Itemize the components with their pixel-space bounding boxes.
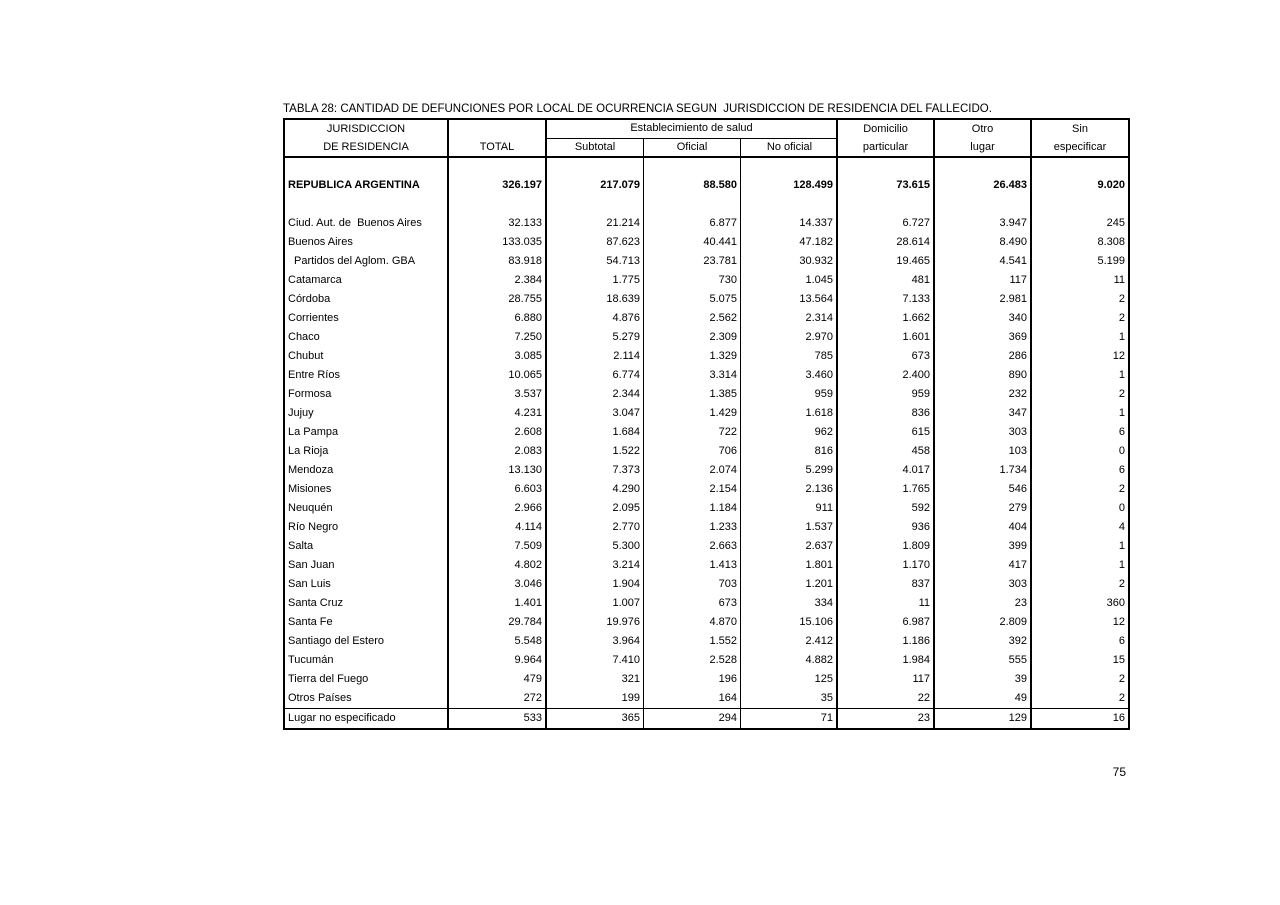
row-value: 3.085 bbox=[449, 347, 547, 366]
row-label: Santa Fe bbox=[285, 613, 449, 632]
row-label: La Rioja bbox=[285, 442, 449, 461]
table-row bbox=[285, 290, 1128, 309]
row-value: 730 bbox=[644, 271, 741, 290]
table-row bbox=[285, 309, 1128, 328]
row-value: 10.065 bbox=[449, 366, 547, 385]
row-value: 2.083 bbox=[449, 442, 547, 461]
header-oficial: Oficial bbox=[644, 139, 741, 156]
row-value: 479 bbox=[449, 670, 547, 689]
row-value: 962 bbox=[741, 423, 838, 442]
row-value: 2.608 bbox=[449, 423, 547, 442]
row-label: Corrientes bbox=[285, 309, 449, 328]
row-label: Santiago del Estero bbox=[285, 632, 449, 651]
row-value: 1.775 bbox=[547, 271, 644, 290]
row-value: 533 bbox=[449, 709, 547, 728]
row-value: 303 bbox=[935, 575, 1032, 594]
row-value: 12 bbox=[1112, 350, 1125, 362]
header-jurisdiccion-line1: JURISDICCION bbox=[326, 123, 406, 135]
table-row bbox=[285, 214, 1128, 233]
header-jurisdiccion bbox=[285, 120, 449, 156]
row-value: 1.007 bbox=[547, 594, 644, 613]
row-value: 3.046 bbox=[449, 575, 547, 594]
row-value: 39 bbox=[935, 670, 1032, 689]
row-value: 1.734 bbox=[935, 461, 1032, 480]
row-value: 2.637 bbox=[741, 537, 838, 556]
row-value: 1 bbox=[1118, 369, 1125, 381]
row-value: 71 bbox=[741, 709, 838, 728]
row-value: 1.385 bbox=[644, 385, 741, 404]
table-row bbox=[285, 632, 1128, 651]
row-value: 365 bbox=[547, 709, 644, 728]
row-value: 1.552 bbox=[644, 632, 741, 651]
row-value: 117 bbox=[935, 271, 1032, 290]
header-subtotal: Subtotal bbox=[547, 139, 644, 156]
table-row bbox=[285, 252, 1128, 271]
row-label: Santa Cruz bbox=[285, 594, 449, 613]
row-value: 7.133 bbox=[838, 290, 935, 309]
row-value: 837 bbox=[838, 575, 935, 594]
row-value: 7.509 bbox=[449, 537, 547, 556]
header-establecimiento-group bbox=[547, 120, 838, 156]
table-row bbox=[285, 461, 1128, 480]
table-row bbox=[285, 328, 1128, 347]
row-value: 2.966 bbox=[449, 499, 547, 518]
table-row bbox=[285, 442, 1128, 461]
row-value: 117 bbox=[838, 670, 935, 689]
row-value: 360 bbox=[1106, 597, 1125, 609]
row-value: 23 bbox=[838, 709, 935, 728]
row-value: 592 bbox=[838, 499, 935, 518]
row-value: 21.214 bbox=[547, 214, 644, 233]
row-value: 2.400 bbox=[838, 366, 935, 385]
row-value: 28.755 bbox=[449, 290, 547, 309]
row-value: 836 bbox=[838, 404, 935, 423]
row-value: 458 bbox=[838, 442, 935, 461]
row-value: 11 bbox=[1113, 274, 1125, 286]
row-value: 129 bbox=[935, 709, 1032, 728]
table-row bbox=[285, 689, 1128, 708]
row-value: 1.413 bbox=[644, 556, 741, 575]
row-value: 1.537 bbox=[741, 518, 838, 537]
row-label: Salta bbox=[285, 537, 449, 556]
row-label: La Pampa bbox=[285, 423, 449, 442]
row-value: 23.781 bbox=[644, 252, 741, 271]
total-row-value: 73.615 bbox=[838, 176, 935, 195]
row-value: 279 bbox=[935, 499, 1032, 518]
table-row bbox=[285, 480, 1128, 499]
row-value: 1.184 bbox=[644, 499, 741, 518]
row-value: 1.801 bbox=[741, 556, 838, 575]
row-value: 11 bbox=[838, 594, 935, 613]
row-value: 30.932 bbox=[741, 252, 838, 271]
row-value: 14.337 bbox=[741, 214, 838, 233]
row-label: Jujuy bbox=[285, 404, 449, 423]
row-label: Ciud. Aut. de Buenos Aires bbox=[285, 214, 449, 233]
row-value: 3.460 bbox=[741, 366, 838, 385]
row-value: 4.017 bbox=[838, 461, 935, 480]
row-value: 1.201 bbox=[741, 575, 838, 594]
row-value: 3.537 bbox=[449, 385, 547, 404]
table-row bbox=[285, 518, 1128, 537]
table-spacer-row bbox=[285, 195, 1128, 214]
row-value: 2 bbox=[1118, 293, 1125, 305]
row-value: 199 bbox=[547, 689, 644, 708]
row-label: San Juan bbox=[285, 556, 449, 575]
row-value: 1.601 bbox=[838, 328, 935, 347]
row-label: Mendoza bbox=[285, 461, 449, 480]
row-value: 321 bbox=[547, 670, 644, 689]
row-label: Lugar no especificado bbox=[285, 709, 449, 728]
row-value: 2.663 bbox=[644, 537, 741, 556]
header-sin-especificar: Sin especificar bbox=[1053, 123, 1107, 153]
row-value: 1.401 bbox=[449, 594, 547, 613]
row-value: 5.279 bbox=[547, 328, 644, 347]
table-header bbox=[285, 120, 1128, 158]
row-value: 232 bbox=[935, 385, 1032, 404]
row-value: 13.564 bbox=[741, 290, 838, 309]
row-value: 1.186 bbox=[838, 632, 935, 651]
row-label: Neuquén bbox=[285, 499, 449, 518]
row-value: 959 bbox=[838, 385, 935, 404]
row-value: 2.562 bbox=[644, 309, 741, 328]
table-row bbox=[285, 708, 1128, 728]
row-value: 0 bbox=[1118, 445, 1125, 457]
header-no-oficial: No oficial bbox=[766, 141, 813, 153]
row-value: 2.074 bbox=[644, 461, 741, 480]
total-row-label: REPUBLICA ARGENTINA bbox=[285, 176, 449, 195]
table-spacer-row bbox=[285, 158, 1128, 176]
row-value: 47.182 bbox=[741, 233, 838, 252]
row-value: 417 bbox=[935, 556, 1032, 575]
table-row bbox=[285, 594, 1128, 613]
row-value: 2.154 bbox=[644, 480, 741, 499]
row-value: 54.713 bbox=[547, 252, 644, 271]
row-value: 673 bbox=[644, 594, 741, 613]
table-row bbox=[285, 271, 1128, 290]
row-value: 6 bbox=[1118, 426, 1125, 438]
table-row bbox=[285, 423, 1128, 442]
table-row bbox=[285, 651, 1128, 670]
row-value: 1.984 bbox=[838, 651, 935, 670]
row-value: 1.045 bbox=[741, 271, 838, 290]
row-value: 3.047 bbox=[547, 404, 644, 423]
row-value: 3.314 bbox=[644, 366, 741, 385]
row-value: 785 bbox=[741, 347, 838, 366]
row-value: 1.329 bbox=[644, 347, 741, 366]
row-label: Misiones bbox=[285, 480, 449, 499]
row-value: 369 bbox=[935, 328, 1032, 347]
row-value: 103 bbox=[935, 442, 1032, 461]
row-value: 399 bbox=[935, 537, 1032, 556]
row-value: 12 bbox=[1112, 616, 1125, 628]
row-label: San Luis bbox=[285, 575, 449, 594]
row-value: 2.309 bbox=[644, 328, 741, 347]
row-value: 8.490 bbox=[935, 233, 1032, 252]
row-value: 4.882 bbox=[741, 651, 838, 670]
table-row bbox=[285, 613, 1128, 632]
row-value: 4.541 bbox=[935, 252, 1032, 271]
row-value: 340 bbox=[935, 309, 1032, 328]
row-value: 1.170 bbox=[838, 556, 935, 575]
row-value: 19.976 bbox=[547, 613, 644, 632]
row-value: 87.623 bbox=[547, 233, 644, 252]
row-value: 673 bbox=[838, 347, 935, 366]
row-value: 8.308 bbox=[1097, 236, 1125, 248]
row-value: 40.441 bbox=[644, 233, 741, 252]
row-value: 3.214 bbox=[547, 556, 644, 575]
row-value: 6.880 bbox=[449, 309, 547, 328]
table-row bbox=[285, 347, 1128, 366]
row-value: 615 bbox=[838, 423, 935, 442]
row-value: 1.684 bbox=[547, 423, 644, 442]
row-value: 4.231 bbox=[449, 404, 547, 423]
row-label: Entre Ríos bbox=[285, 366, 449, 385]
row-value: 5.548 bbox=[449, 632, 547, 651]
row-value: 481 bbox=[838, 271, 935, 290]
row-value: 2.981 bbox=[935, 290, 1032, 309]
header-total: TOTAL bbox=[449, 120, 547, 156]
row-value: 6.774 bbox=[547, 366, 644, 385]
row-value: 1.233 bbox=[644, 518, 741, 537]
row-value: 29.784 bbox=[449, 613, 547, 632]
table-body bbox=[285, 158, 1128, 728]
row-value: 2.384 bbox=[449, 271, 547, 290]
table-row bbox=[285, 385, 1128, 404]
row-value: 2.095 bbox=[547, 499, 644, 518]
row-value: 555 bbox=[935, 651, 1032, 670]
total-row-value: 9.020 bbox=[1097, 179, 1125, 191]
row-value: 28.614 bbox=[838, 233, 935, 252]
row-value: 1.429 bbox=[644, 404, 741, 423]
row-value: 6.727 bbox=[838, 214, 935, 233]
row-value: 2 bbox=[1118, 312, 1125, 324]
total-row-value: 128.499 bbox=[741, 176, 838, 195]
row-value: 0 bbox=[1118, 502, 1125, 514]
row-value: 7.373 bbox=[547, 461, 644, 480]
row-value: 83.918 bbox=[449, 252, 547, 271]
row-value: 2 bbox=[1118, 388, 1125, 400]
row-label: Formosa bbox=[285, 385, 449, 404]
row-value: 2 bbox=[1118, 692, 1125, 704]
row-value: 959 bbox=[741, 385, 838, 404]
row-value: 2 bbox=[1118, 578, 1125, 590]
row-value: 6.603 bbox=[449, 480, 547, 499]
row-value: 22 bbox=[838, 689, 935, 708]
table-row bbox=[285, 233, 1128, 252]
row-value: 2.970 bbox=[741, 328, 838, 347]
row-value: 1.618 bbox=[741, 404, 838, 423]
row-value: 4.870 bbox=[644, 613, 741, 632]
header-otro-lugar: Otro lugar bbox=[935, 120, 1032, 156]
row-label: Tucumán bbox=[285, 651, 449, 670]
row-label: Buenos Aires bbox=[285, 233, 449, 252]
row-value: 5.199 bbox=[1097, 255, 1125, 267]
table-row bbox=[285, 404, 1128, 423]
row-value: 15 bbox=[1112, 654, 1125, 666]
row-value: 4.114 bbox=[449, 518, 547, 537]
row-value: 7.410 bbox=[547, 651, 644, 670]
row-value: 546 bbox=[935, 480, 1032, 499]
row-value: 4.876 bbox=[547, 309, 644, 328]
row-value: 2.344 bbox=[547, 385, 644, 404]
row-label: Partidos del Aglom. GBA bbox=[285, 252, 449, 271]
row-value: 286 bbox=[935, 347, 1032, 366]
defunciones-table bbox=[283, 118, 1130, 730]
row-value: 1.662 bbox=[838, 309, 935, 328]
row-value: 18.639 bbox=[547, 290, 644, 309]
row-value: 3.964 bbox=[547, 632, 644, 651]
row-value: 1.904 bbox=[547, 575, 644, 594]
row-value: 15.106 bbox=[741, 613, 838, 632]
row-value: 706 bbox=[644, 442, 741, 461]
row-value: 392 bbox=[935, 632, 1032, 651]
page-number: 75 bbox=[1112, 765, 1126, 779]
row-label: Catamarca bbox=[285, 271, 449, 290]
row-value: 125 bbox=[741, 670, 838, 689]
row-value: 2.314 bbox=[741, 309, 838, 328]
row-value: 911 bbox=[741, 499, 838, 518]
row-value: 2.770 bbox=[547, 518, 644, 537]
row-value: 2 bbox=[1118, 673, 1125, 685]
row-value: 936 bbox=[838, 518, 935, 537]
table-body-rows bbox=[285, 214, 1128, 728]
row-value: 245 bbox=[1106, 217, 1125, 229]
header-establecimiento-subcolumns bbox=[547, 139, 836, 156]
row-value: 164 bbox=[644, 689, 741, 708]
row-value: 23 bbox=[935, 594, 1032, 613]
row-value: 294 bbox=[644, 709, 741, 728]
header-jurisdiccion-line2: DE RESIDENCIA bbox=[323, 141, 409, 153]
row-value: 347 bbox=[935, 404, 1032, 423]
row-value: 2.412 bbox=[741, 632, 838, 651]
total-row-value: 88.580 bbox=[644, 176, 741, 195]
table-row bbox=[285, 366, 1128, 385]
row-value: 196 bbox=[644, 670, 741, 689]
row-value: 1.765 bbox=[838, 480, 935, 499]
row-value: 404 bbox=[935, 518, 1032, 537]
header-domicilio-particular: Domicilio particular bbox=[838, 120, 935, 156]
row-value: 6 bbox=[1118, 464, 1125, 476]
row-label: Otros Países bbox=[285, 689, 449, 708]
row-value: 4 bbox=[1118, 521, 1125, 533]
table-row bbox=[285, 575, 1128, 594]
row-value: 13.130 bbox=[449, 461, 547, 480]
row-value: 816 bbox=[741, 442, 838, 461]
row-value: 1 bbox=[1118, 540, 1125, 552]
row-label: Tierra del Fuego bbox=[285, 670, 449, 689]
row-value: 6.877 bbox=[644, 214, 741, 233]
table-row bbox=[285, 499, 1128, 518]
row-value: 5.075 bbox=[644, 290, 741, 309]
row-value: 6.987 bbox=[838, 613, 935, 632]
row-value: 19.465 bbox=[838, 252, 935, 271]
row-value: 6 bbox=[1118, 635, 1125, 647]
total-row-value: 326.197 bbox=[449, 176, 547, 195]
row-value: 2.136 bbox=[741, 480, 838, 499]
row-value: 890 bbox=[935, 366, 1032, 385]
row-value: 2.809 bbox=[935, 613, 1032, 632]
row-value: 1 bbox=[1118, 407, 1125, 419]
row-value: 1 bbox=[1118, 331, 1125, 343]
row-label: Chaco bbox=[285, 328, 449, 347]
row-label: Córdoba bbox=[285, 290, 449, 309]
row-value: 2.114 bbox=[547, 347, 644, 366]
table-row bbox=[285, 537, 1128, 556]
row-value: 1.809 bbox=[838, 537, 935, 556]
total-row-value: 217.079 bbox=[547, 176, 644, 195]
row-label: Chubut bbox=[285, 347, 449, 366]
row-value: 7.250 bbox=[449, 328, 547, 347]
total-row bbox=[285, 176, 1128, 195]
table-row bbox=[285, 670, 1128, 689]
row-value: 3.947 bbox=[935, 214, 1032, 233]
row-value: 35 bbox=[741, 689, 838, 708]
row-value: 2.528 bbox=[644, 651, 741, 670]
row-value: 722 bbox=[644, 423, 741, 442]
row-value: 303 bbox=[935, 423, 1032, 442]
row-value: 9.964 bbox=[449, 651, 547, 670]
row-value: 5.300 bbox=[547, 537, 644, 556]
row-value: 334 bbox=[741, 594, 838, 613]
row-value: 49 bbox=[935, 689, 1032, 708]
row-value: 2 bbox=[1118, 483, 1125, 495]
row-value: 1.522 bbox=[547, 442, 644, 461]
table-title-line1: TABLA 28: CANTIDAD DE DEFUNCIONES POR LOCAL DE OCURRENCIA SEGUN JURISDICCION DE RESIDENCIA DEL FALLECIDO. bbox=[283, 103, 992, 115]
row-value: 4.802 bbox=[449, 556, 547, 575]
row-value: 16 bbox=[1112, 712, 1125, 724]
row-value: 4.290 bbox=[547, 480, 644, 499]
row-value: 32.133 bbox=[449, 214, 547, 233]
row-value: 133.035 bbox=[449, 233, 547, 252]
header-establecimiento-label: Establecimiento de salud bbox=[547, 120, 836, 139]
row-value: 703 bbox=[644, 575, 741, 594]
total-row-value: 26.483 bbox=[935, 176, 1032, 195]
row-value: 1 bbox=[1118, 559, 1125, 571]
row-value: 5.299 bbox=[741, 461, 838, 480]
table-row bbox=[285, 556, 1128, 575]
row-value: 272 bbox=[449, 689, 547, 708]
row-label: Río Negro bbox=[285, 518, 449, 537]
